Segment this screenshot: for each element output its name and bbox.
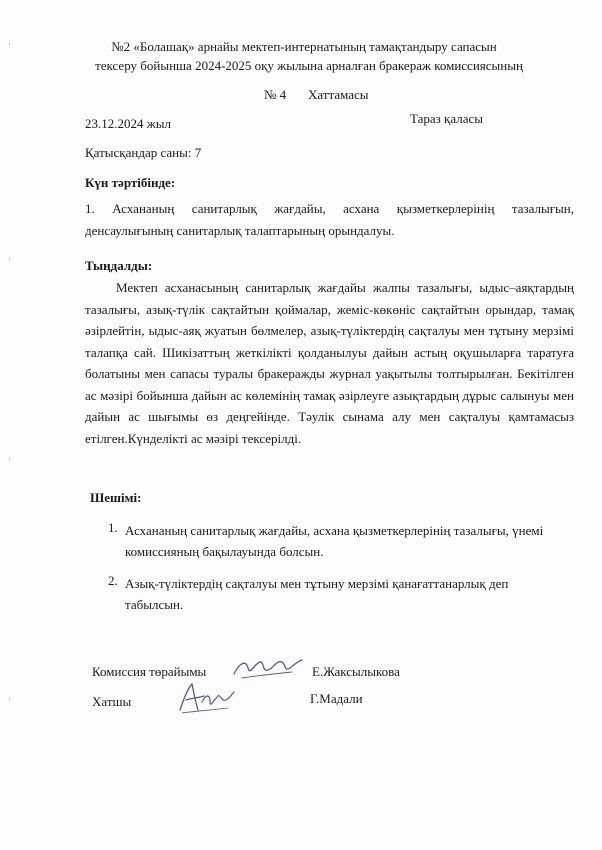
agenda-item: 1. Асхананың санитарлық жағдайы, асхана қызметкерлерінің тазалығын, денсаулығының санитарлық талаптарының орындалуы. [85,201,574,238]
secretary-name: Г.Мадали [310,691,363,706]
protocol-date: 23.12.2024 жыл [85,116,171,131]
scan-mark: · [8,695,11,705]
participants-count: Қатысқандар саны: 7 [85,145,202,160]
secretary-signature [176,680,236,716]
heard-text: Мектеп асханасының санитарлық жағдайы жалпы тазалығы, ыдыс–аяқтардың тазалығы, азық-түлік сақтайтын қоймалар, жеміс-көкөніс сақтайтын орындар, тамақ әзірлейтін, ыдыс-аяқ жуатын бөлмелер, азық-түліктердің сақталуы мен тұтыну мерзімі талапқа сай. Шикізаттың жеткілікті қолданылуы дайын астың оқушыларға таратуға болатыны мен сапасы туралы бракеражды журнал уақытылы толтырылған. Бекітілген ас мәзірі бойынша дайын ас көлемінің тамақ әзірлеуге азықтардың дұрыс салынуы мен дайын ас шығымы өз деңгейінде. Тәулік сынама алу мен сақталуы қамтамасыз етілген.Күнделікті ас мәзірі тексерілді. [85,280,574,446]
scan-mark: · [8,455,11,465]
protocol-number: № 4 [264,87,287,102]
header-line-1: №2 «Болашақ» арнайы мектеп-интернатының тамақтандыру сапасын [111,39,497,54]
chair-label: Комиссия төрайымы [92,664,207,679]
secretary-label: Хатшы [92,694,132,709]
decision-item-number: 2. [108,573,118,588]
chair-signature [232,652,304,682]
decision-item-text: Азық-түліктердің сақталуы мен тұтыну мерзімі қанағаттанарлық деп табылсын. [125,576,509,612]
heard-heading: Тыңдалды: [85,258,153,273]
protocol-title: Хаттамасы [308,87,369,102]
agenda-heading: Күн тәртібінде: [85,175,176,190]
chair-name: Е.Жаксылыкова [312,664,400,679]
protocol-city: Тараз қаласы [410,111,484,126]
decision-heading: Шешімі: [90,490,142,505]
header-line-2: тексеру бойынша 2024-2025 оқу жылына арналған бракераж комиссиясының [95,58,523,73]
scan-mark: · [8,40,11,50]
decision-item-number: 1. [108,520,118,535]
scan-mark: · [8,255,11,265]
decision-item-text: Асхананың санитарлық жағдайы, асхана қызметкерлерінің тазалығы, үнемі комиссияның бақылауында болсын. [125,523,544,559]
